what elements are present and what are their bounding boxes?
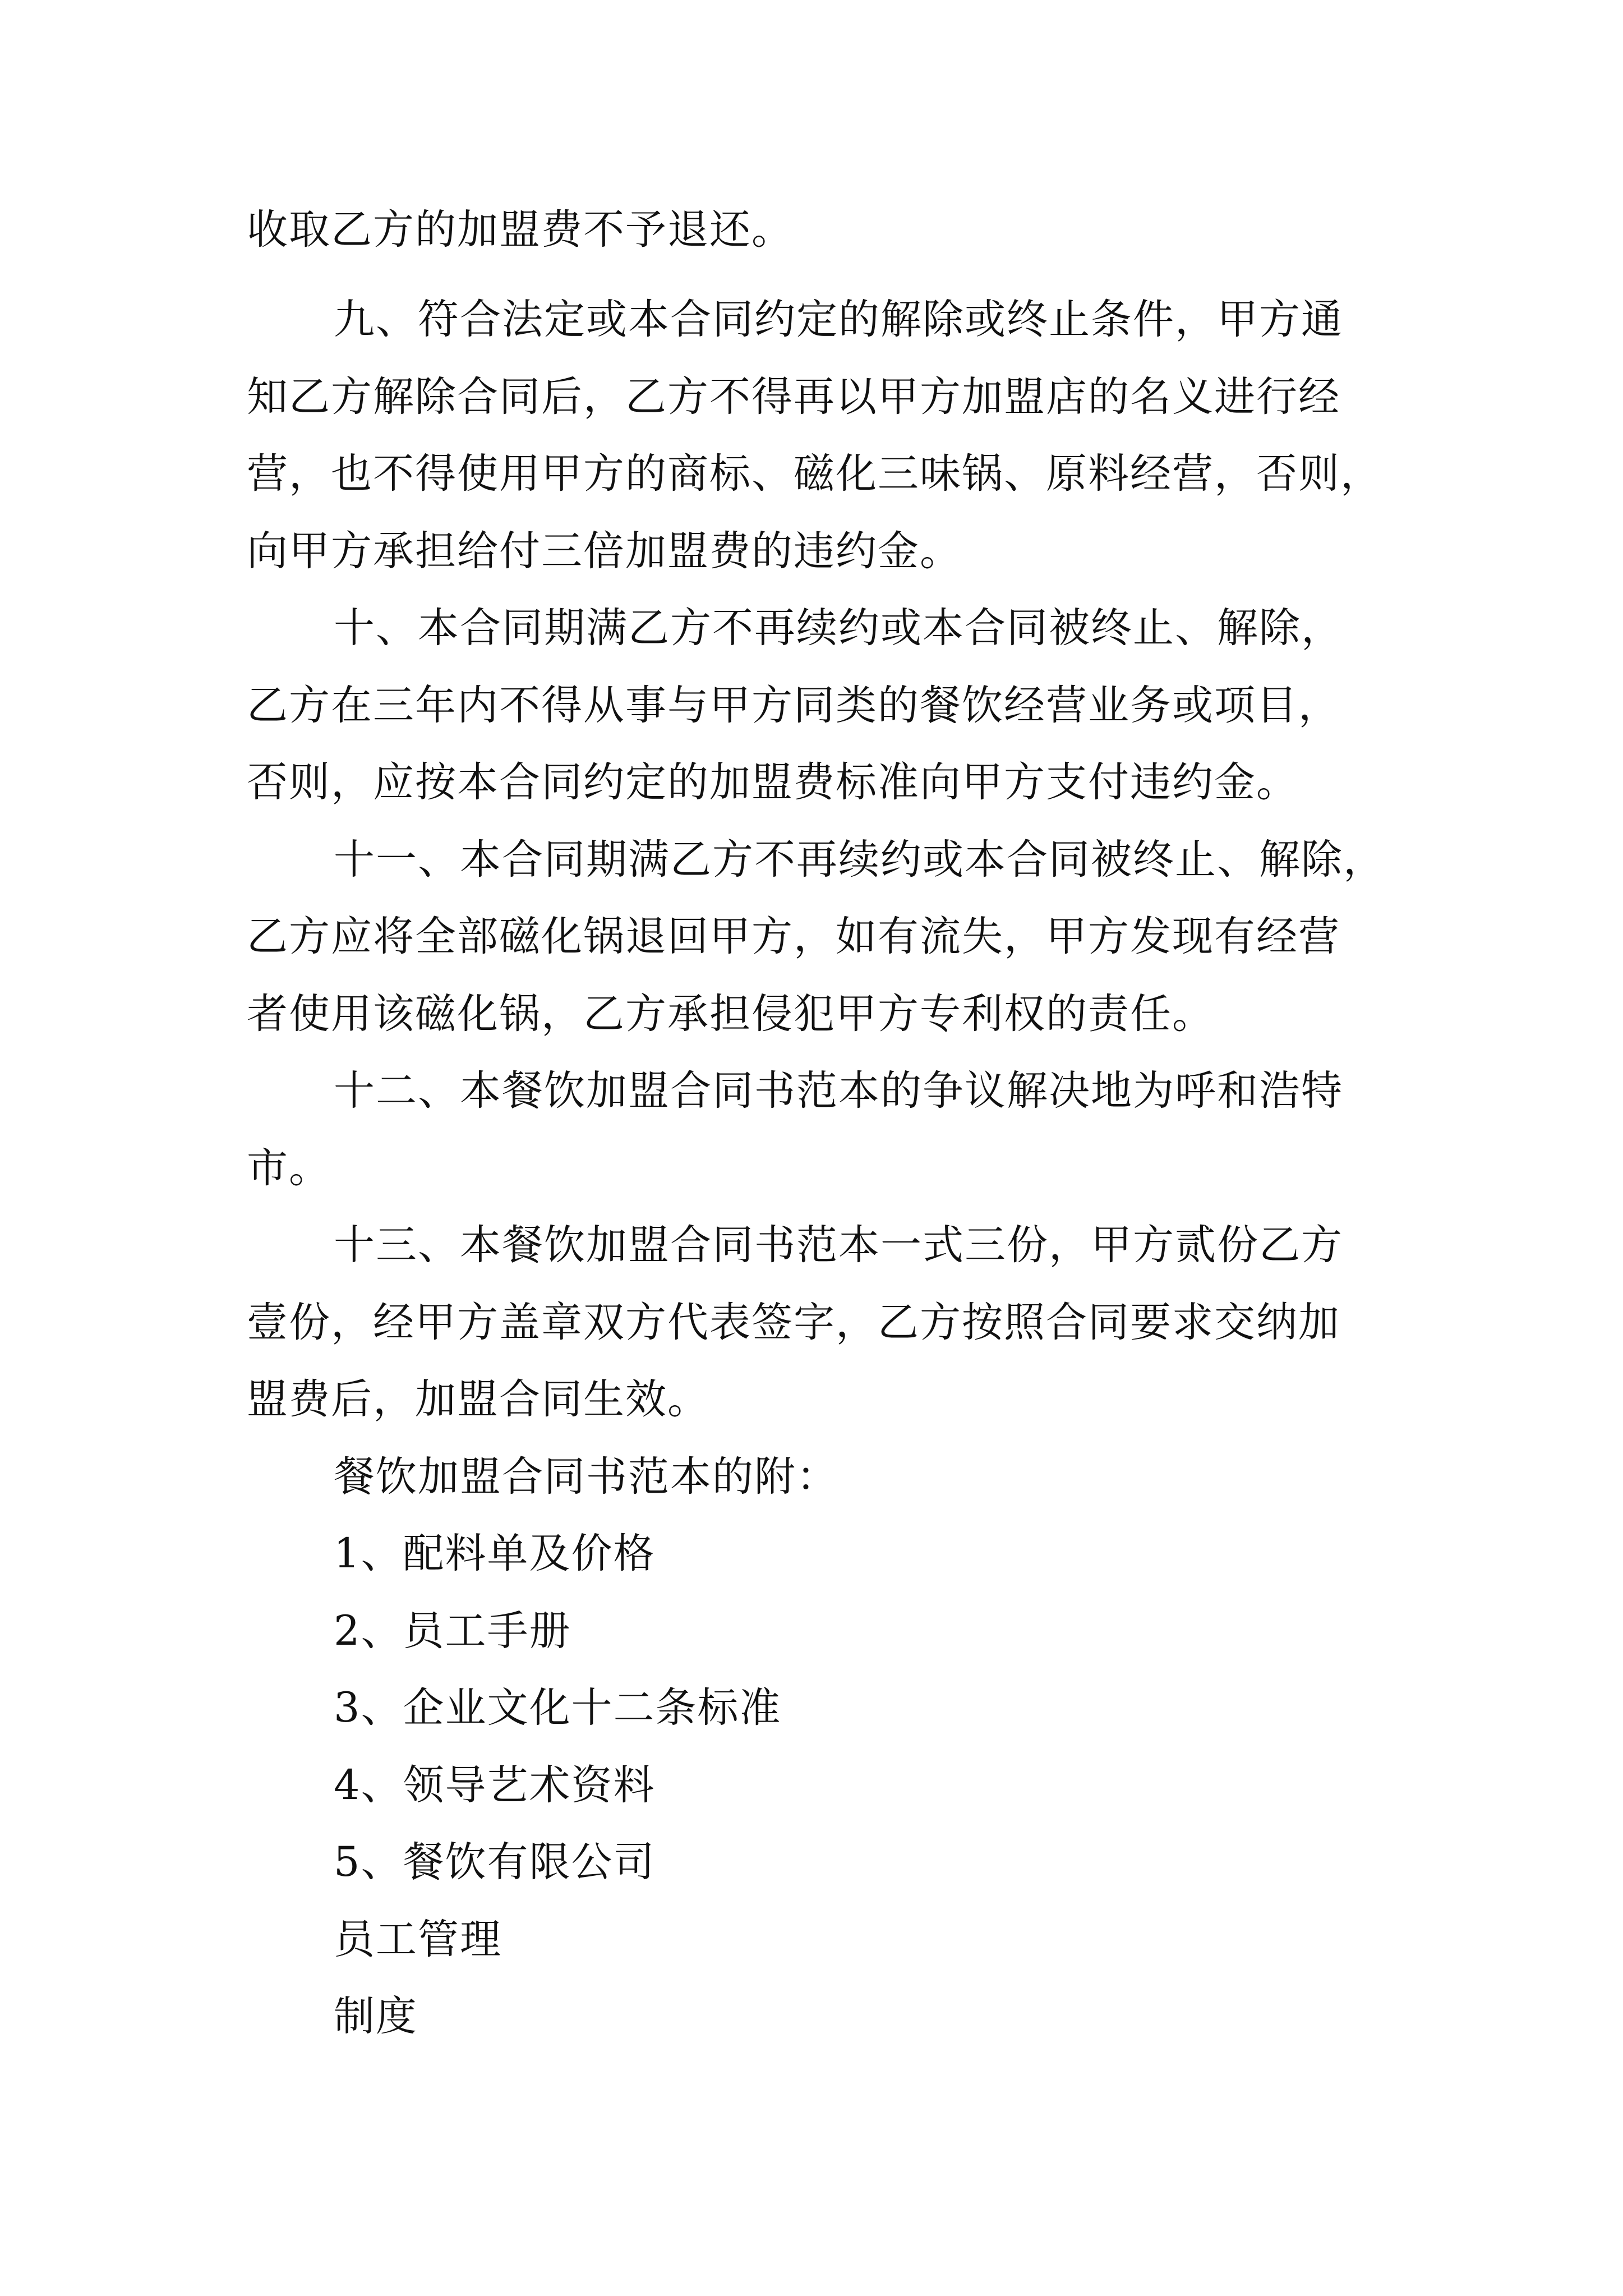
text-line: 十二、本餐饮加盟合同书范本的争议解决地为呼和浩特 [334,1067,1343,1115]
text-line: 否则，应按本合同约定的加盟费标准向甲方支付违约金。 [247,758,1298,806]
text-line: 员工管理 [334,1916,502,1963]
text-line: 餐饮加盟合同书范本的附： [334,1453,838,1501]
list-item: 4、领导艺术资料 [334,1761,656,1809]
text-line: 十一、本合同期满乙方不再续约或本合同被终止、解除， [334,836,1385,884]
text-line: 九、符合法定或本合同约定的解除或终止条件，甲方通 [334,296,1343,343]
text-line: 十、本合同期满乙方不再续约或本合同被终止、解除， [334,604,1343,652]
text-line: 市。 [247,1144,331,1192]
text-line: 制度 [334,1993,418,2040]
text-line: 乙方应将全部磁化锅退回甲方，如有流失，甲方发现有经营 [247,913,1340,960]
text-line: 收取乙方的加盟费不予退还。 [247,206,794,254]
text-line: 乙方在三年内不得从事与甲方同类的餐饮经营业务或项目， [247,682,1340,729]
list-item: 5、餐饮有限公司 [334,1838,656,1886]
list-item: 3、企业文化十二条标准 [334,1684,782,1732]
list-item: 1、配料单及价格 [334,1530,656,1577]
text-line: 十三、本餐饮加盟合同书范本一式三份，甲方贰份乙方 [334,1221,1343,1269]
text-line: 者使用该磁化锅，乙方承担侵犯甲方专利权的责任。 [247,990,1214,1038]
text-line: 营，也不得使用甲方的商标、磁化三味锅、原料经营，否则， [247,450,1382,498]
text-line: 盟费后，加盟合同生效。 [247,1375,709,1423]
text-line: 壹份，经甲方盖章双方代表签字，乙方按照合同要求交纳加 [247,1299,1340,1346]
text-line: 向甲方承担给付三倍加盟费的违约金。 [247,527,962,575]
text-line: 知乙方解除合同后，乙方不得再以甲方加盟店的名义进行经 [247,373,1340,421]
list-item: 2、员工手册 [334,1607,571,1655]
